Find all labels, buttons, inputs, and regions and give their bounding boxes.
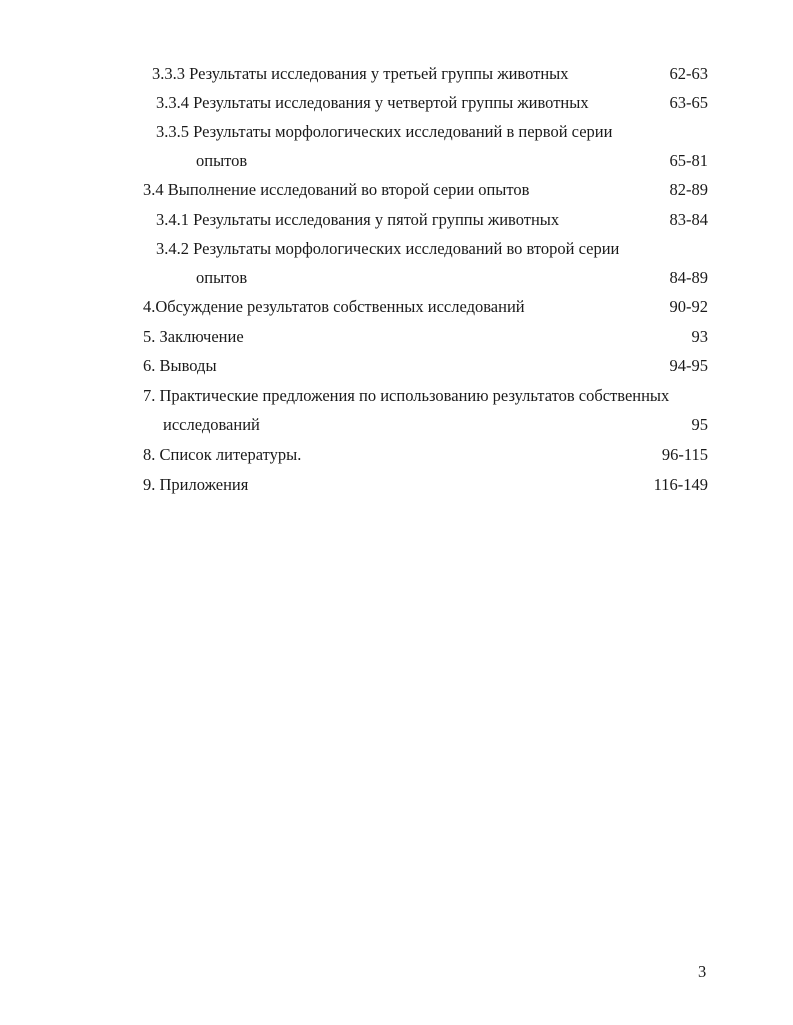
toc-entry-pages: 62-63 xyxy=(669,64,708,83)
toc-entry-title: 3.3.3 Результаты исследования у третьей группы животных xyxy=(152,64,569,83)
toc-entry-pages: 65-81 xyxy=(669,151,708,170)
toc-entry-title: 5. Заключение xyxy=(143,327,244,346)
toc-entry-pages: 63-65 xyxy=(669,93,708,112)
toc-entry-title-continuation: опытов xyxy=(196,268,248,287)
toc-entry-title-continuation: исследований xyxy=(163,415,260,434)
toc-entry-title: 3.3.5 Результаты морфологических исследований в первой серии xyxy=(156,122,613,141)
toc-entry-pages: 82-89 xyxy=(669,180,708,199)
toc-entry-title: 9. Приложения xyxy=(143,475,249,494)
toc-entry-pages: 94-95 xyxy=(669,356,708,375)
page-number: 3 xyxy=(698,962,707,981)
toc-entry-pages: 116-149 xyxy=(653,475,708,494)
toc-entry-title: 3.4.1 Результаты исследования у пятой группы животных xyxy=(156,210,560,229)
toc-entry-pages: 84-89 xyxy=(669,268,708,287)
toc-entry-title: 4.Обсуждение результатов собственных исследований xyxy=(143,297,525,316)
toc-entry-pages: 95 xyxy=(691,415,708,434)
toc-entry-title: 3.4 Выполнение исследований во второй серии опытов xyxy=(143,180,530,199)
toc-entry-title: 6. Выводы xyxy=(143,356,217,375)
toc-entry-title: 7. Практические предложения по использованию результатов собственных xyxy=(143,386,670,405)
toc-entry-title: 8. Список литературы. xyxy=(143,445,302,464)
toc-entry-pages: 83-84 xyxy=(669,210,708,229)
toc-entry-pages: 96-115 xyxy=(661,445,708,464)
toc-entry-pages: 90-92 xyxy=(669,297,708,316)
toc-entry-title: 3.4.2 Результаты морфологических исследований во второй серии xyxy=(156,239,620,258)
toc-entry-pages: 93 xyxy=(691,327,708,346)
toc-entry-title-continuation: опытов xyxy=(196,151,248,170)
toc-entry-title: 3.3.4 Результаты исследования у четвертой группы животных xyxy=(156,93,589,112)
